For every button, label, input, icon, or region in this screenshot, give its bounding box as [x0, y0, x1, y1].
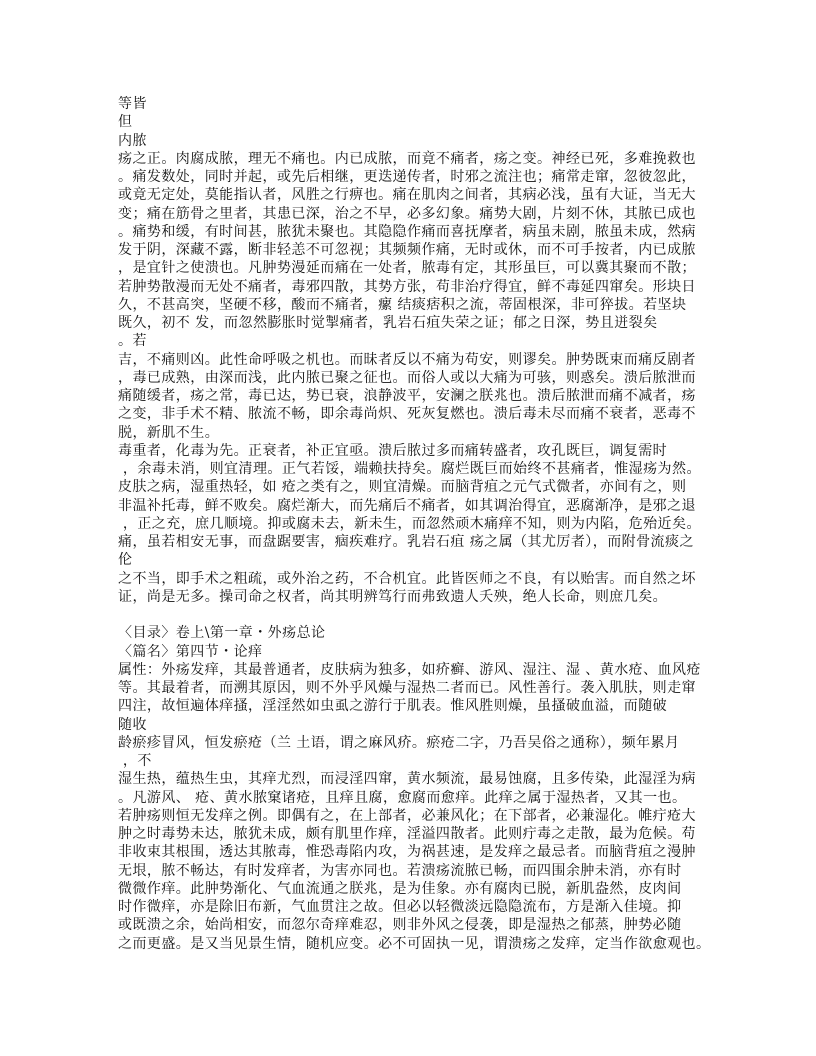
- text-line: 非收束其根围，透达其脓毒，惟恐毒陷内攻，为祸甚速，是发痒之最忌者。而脑背疽之漫肿: [118, 844, 696, 861]
- text-line: 若肿势散漫而无处不痛者，毒邪四散，其势方张，苟非治疗得宜，鲜不毒延四窜矣。形块日: [118, 278, 696, 295]
- text-line: 之而更盛。是又当见景生情，随机应变。必不可固执一见，谓溃疡之发痒，定当作欲愈观也。: [118, 935, 711, 952]
- text-line: 。痛发数处，同时并起，或先后相继，更迭递传者，时邪之流注也；痛常走窜，忽彼忽此，: [118, 169, 696, 185]
- text-line: 等皆: [118, 96, 147, 112]
- text-line: 龄瘀疹冒风，恒发瘀疮（兰 土语，谓之麻风疥。瘀疮二字，乃吾吴俗之通称），频年累月: [118, 734, 680, 751]
- text-line: 但: [118, 114, 133, 131]
- text-line: 内脓: [118, 132, 147, 149]
- text-line: 〈篇名〉第四节・论痒: [118, 643, 263, 660]
- text-line: 湿生热，蕴热生虫，其痒尤烈，而浸淫四窜，黄水频流，最易蚀腐，且多传染，此湿淫为病: [118, 771, 696, 788]
- text-line: 之变，非手术不精、脓流不畅，即余毒尚炽、死灰复燃也。溃后毒未尽而痛不衰者，恶毒不: [118, 406, 696, 423]
- text-line: 等。其最着者，而溯其原因，则不外乎风燥与湿热二者而已。风性善行。袭入肌肤，则走窜: [118, 680, 696, 696]
- text-line: ，正之充，庶几顺境。抑或腐未去，新未生，而忽然顽木痛痒不知，则为内陷，危殆近矣。: [118, 515, 701, 532]
- text-line: 或竟无定处，莫能指认者，风胜之行痹也。痛在肌肉之间者，其病必浅，虽有大证，当无大: [118, 187, 696, 204]
- text-line: 肿之时毒势未达，脓犹未成，颇有肌里作痒，淫溢四散者。此则疔毒之走散，最为危候。苟: [118, 826, 696, 842]
- text-line: 痛，虽若相安无事，而盘踞要害，痼疾难疗。乳岩石疽 疡之属（其尤厉者），而附骨流痰之: [118, 534, 694, 550]
- text-line: 。若: [118, 333, 147, 350]
- text-line: 无垠，脓不畅达，有时发痒者，为害亦同也。若溃疡流脓已畅，而四围余肿未消，亦有时: [118, 862, 682, 879]
- text-line: 疡之正。肉腐成脓，理无不痛也。内已成脓，而竟不痛者，疡之变。神经已死，多难挽救也: [118, 150, 696, 167]
- text-line: 毒重者，化毒为先。正衰者，补正宜亟。溃后脓过多而痛转盛者，攻孔既巨，调复需时: [118, 442, 668, 459]
- text-line: 发于阴，深藏不露，断非轻恙不可忽视；其频频作痛，无时或休，而不可手按者，内已成脓: [118, 242, 696, 258]
- text-line: 微微作痒。此肿势渐化、气血流通之朕兆，是为佳象。亦有腐肉已脱，新肌盎然，皮肉间: [118, 880, 682, 897]
- text-line: 或既溃之余，始尚相安，而忽尔奇痒难忍，则非外风之侵袭，即是湿热之郁蒸，肿势必随: [118, 917, 682, 934]
- text-line: 变；痛在筋骨之里者，其患已深，治之不早，必多幻象。痛势大剧，片刻不休，其脓已成也: [118, 205, 696, 222]
- text-line: 吉，不痛则凶。此性命呼吸之机也。而昧者反以不痛为苟安，则谬矣。肿势既束而痛反剧者: [118, 351, 696, 368]
- text-line: 痛随缓者，疡之常，毒已达，势已衰，浪静波平，安澜之朕兆也。溃后脓泄而痛不减者，疡: [118, 388, 696, 404]
- text-line: 证，尚是无多。操司命之权者，尚其明辨笃行而弗致遗人夭殃，绝人长命，则庶几矣。: [118, 588, 668, 605]
- text-line: 四注，故恒遍体痒搔，淫淫然如虫虱之游行于肌表。惟风胜则燥，虽搔破血溢，而随破: [118, 698, 668, 715]
- text-line: 非温补托毒，鲜不败矣。腐烂渐大，而先痛后不痛者，如其调治得宜，恶腐渐净，是邪之退: [118, 497, 696, 514]
- text-line: 时作微痒，亦是除旧布新，气血贯注之故。但必以轻微淡远隐隐流布，方是渐入佳境。抑: [118, 899, 682, 915]
- text-line: 之不当，即手术之粗疏，或外治之药，不合机宜。此皆医师之不良，有以贻害。而自然之坏: [118, 570, 696, 587]
- text-line: 皮肤之病，湿重热轻，如 疮之类有之，则宜清燥。而脑背疽之元气式微者，亦间有之，则: [118, 479, 687, 496]
- text-line: ，不: [118, 753, 152, 769]
- text-line: 。凡游风、 疮、黄水脓窠诸疮，且痒且腐，愈腐而愈痒。此痒之属于湿热者，又其一也。: [118, 789, 687, 806]
- text-line: 脱，新肌不生。: [118, 424, 220, 441]
- text-line: 既久，初不 发，而忽然膨胀时觉掣痛者，乳岩石疽失荣之证；郁之日深，势且迸裂矣: [118, 315, 658, 331]
- text-line: ，余毒未消，则宜清理。正气若馁，端赖扶持矣。腐烂既巨而始终不甚痛者，惟湿疡为然。: [118, 461, 701, 477]
- text-line: ，是宜针之使溃也。凡肿势漫延而痛在一处者，脓毒有定，其形虽巨，可以冀其聚而不散；: [118, 260, 696, 277]
- text-line: 久，不甚高突，坚硬不移，酸而不痛者，瘰 结痰痞积之流，蒂固根深，非可猝拔。若坚块: [118, 296, 687, 313]
- text-line: 若肿疡则恒无发痒之例。即偶有之，在上部者，必兼风化；在下部者，必兼湿化。帷疔疮大: [118, 807, 696, 824]
- text-line: 伦: [118, 552, 133, 569]
- text-line: 随收: [118, 716, 147, 733]
- text-line: 〈目录〉卷上\第一章・外疡总论: [118, 625, 326, 642]
- text-line: 属性：外疡发痒，其最普通者，皮肤病为独多，如疥癣、游风、湿注、湿 、黄水疮、血风疮: [118, 661, 701, 678]
- text-line: 。痛势和缓，有时间甚，脓犹未聚也。其隐隐作痛而喜抚摩者，病虽未剧，脓虽未成，然病: [118, 223, 696, 240]
- text-line: ，毒已成熟，由深而浅，此内脓已聚之征也。而俗人或以大痛为可骇，则惑矣。溃后脓泄而: [118, 369, 696, 386]
